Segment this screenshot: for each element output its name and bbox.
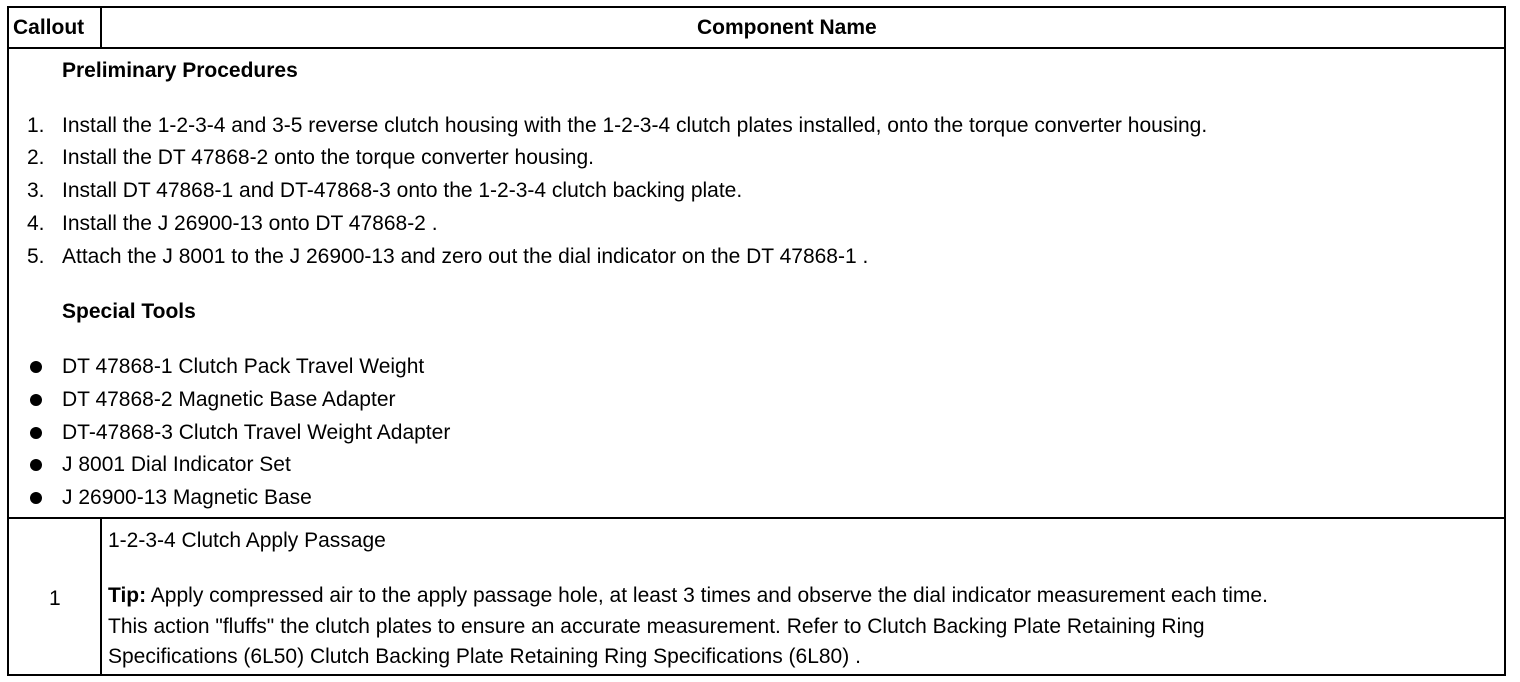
header-bottom-rule xyxy=(7,47,1506,49)
header-column-divider xyxy=(100,6,102,48)
step-text: Install DT 47868-1 and DT-47868-3 onto the 1-2-3-4 clutch backing plate. xyxy=(62,179,743,202)
row1-tip-line3: Specifications (6L50) Clutch Backing Plate Retaining Ring Specifications (6L80) . xyxy=(108,645,861,668)
row1-tip-line2: This action "fluffs" the clutch plates to ensure an accurate measurement. Refer to Clutch Backing Plate Retaining Ring xyxy=(108,615,1205,638)
step-text: Install the DT 47868-2 onto the torque converter housing. xyxy=(62,146,594,169)
bullet-icon xyxy=(30,394,42,406)
bullet-icon xyxy=(30,361,42,373)
callout-header: Callout xyxy=(13,16,85,39)
special-tools-heading: Special Tools xyxy=(62,300,196,323)
bullet-icon xyxy=(30,459,42,471)
tip-text: Apply compressed air to the apply passage hole, at least 3 times and observe the dial indicator measurement each time. xyxy=(146,584,1268,607)
tool-item: DT-47868-3 Clutch Travel Weight Adapter xyxy=(62,421,451,444)
component-name-header: Component Name xyxy=(697,16,877,39)
step-number: 5. xyxy=(27,245,45,268)
procedures-bottom-rule xyxy=(7,517,1506,519)
step-number: 1. xyxy=(27,114,45,137)
step-text: Attach the J 8001 to the J 26900-13 and zero out the dial indicator on the DT 47868-1 . xyxy=(62,245,869,268)
component-table xyxy=(7,6,1506,676)
bullet-icon xyxy=(30,427,42,439)
row1-component-name: 1-2-3-4 Clutch Apply Passage xyxy=(108,529,386,552)
row1-column-divider xyxy=(100,517,102,676)
row1-tip-line1 xyxy=(108,585,1268,606)
preliminary-procedures-heading: Preliminary Procedures xyxy=(62,59,298,82)
bullet-icon xyxy=(30,492,42,504)
tip-label: Tip: xyxy=(108,584,147,607)
step-number: 2. xyxy=(27,146,45,169)
tool-item: J 8001 Dial Indicator Set xyxy=(62,453,291,476)
row1-callout: 1 xyxy=(49,587,61,610)
step-number: 3. xyxy=(27,179,45,202)
tool-item: DT 47868-1 Clutch Pack Travel Weight xyxy=(62,355,425,378)
step-number: 4. xyxy=(27,212,45,235)
tool-item: J 26900-13 Magnetic Base xyxy=(62,486,312,509)
step-text: Install the J 26900-13 onto DT 47868-2 . xyxy=(62,212,438,235)
step-text: Install the 1-2-3-4 and 3-5 reverse clutch housing with the 1-2-3-4 clutch plates installed, onto the torque converter housing. xyxy=(62,114,1208,137)
tool-item: DT 47868-2 Magnetic Base Adapter xyxy=(62,388,396,411)
